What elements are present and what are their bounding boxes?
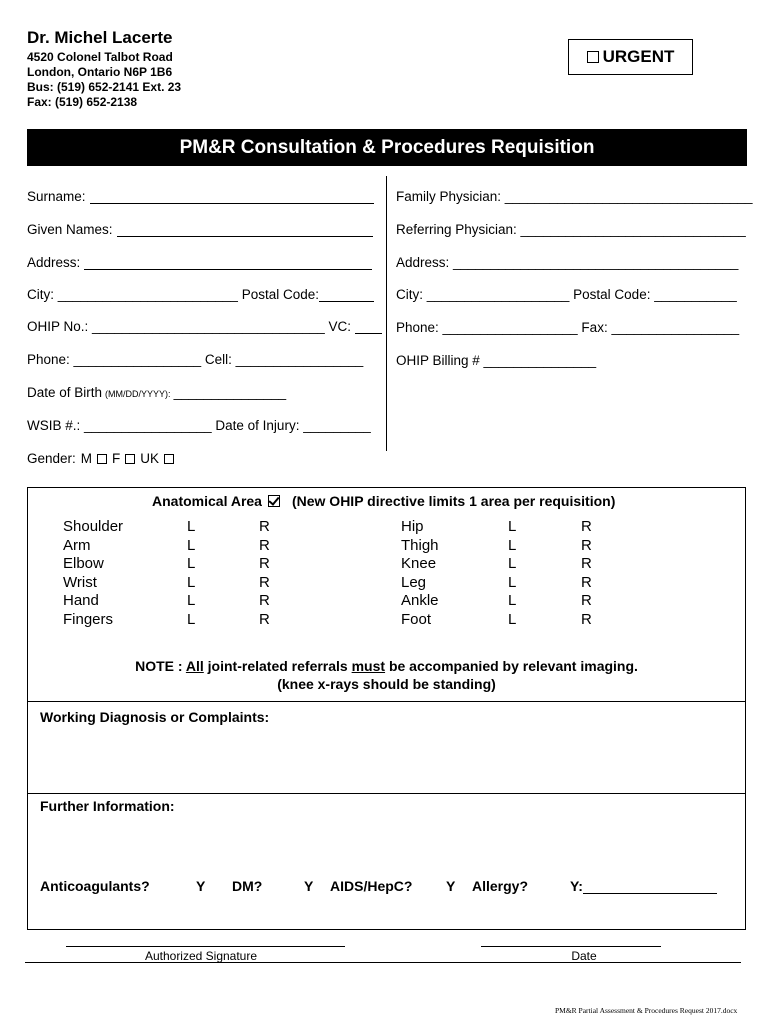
gender-f-label: F: [112, 451, 121, 466]
side-l[interactable]: L: [187, 518, 196, 535]
authorized-signature-caption: Authorized Signature: [144, 949, 258, 963]
family-physician-field[interactable]: Family Physician: _________________________________: [396, 189, 753, 204]
side-l[interactable]: L: [187, 555, 196, 573]
side-l[interactable]: L: [508, 573, 517, 591]
lower-left-side-column: [508, 518, 516, 630]
dob-format: (MM/DD/YYYY):: [105, 389, 171, 399]
side-l[interactable]: L: [187, 536, 196, 554]
further-information-area[interactable]: [40, 818, 740, 868]
surname-line[interactable]: [90, 189, 374, 204]
section-divider: [27, 701, 746, 702]
form-title: PM&R Consultation & Procedures Requisition: [27, 129, 747, 166]
dob-field[interactable]: [27, 385, 286, 400]
anatomical-area-title: [152, 493, 615, 509]
dob-blank[interactable]: _______________: [173, 385, 287, 400]
allergy-yes[interactable]: Y:: [570, 878, 583, 894]
anticoagulants-yes[interactable]: Y: [196, 878, 206, 894]
body-part-elbow[interactable]: Elbow: [63, 555, 104, 573]
aids-hepc-yes[interactable]: Y: [446, 878, 456, 894]
side-l[interactable]: L: [187, 573, 196, 591]
gender-m-checkbox[interactable]: [97, 454, 107, 464]
given-names-line[interactable]: [117, 222, 373, 237]
lower-right-side-column: [581, 518, 592, 630]
given-names-field[interactable]: [27, 222, 373, 237]
working-diagnosis-area[interactable]: [40, 730, 740, 790]
side-l[interactable]: L: [508, 518, 517, 535]
address-label: Address:: [27, 255, 81, 270]
wsib-injury-field[interactable]: WSIB #.: _________________ Date of Injury: _________: [27, 418, 371, 433]
note-all: All: [185, 658, 204, 674]
body-part-hand[interactable]: Hand: [63, 592, 99, 610]
address-line-2: London, Ontario N6P 1B6: [27, 65, 173, 79]
document-footer: PM&R Partial Assessment & Procedures Request 2017.docx: [555, 1006, 738, 1015]
body-part-arm[interactable]: Arm: [63, 536, 91, 554]
body-part-ankle[interactable]: Ankle: [401, 592, 439, 610]
side-r[interactable]: R: [581, 573, 592, 591]
allergy-field[interactable]: [570, 878, 717, 894]
city-postal-field[interactable]: [27, 287, 374, 302]
side-r[interactable]: R: [581, 610, 592, 628]
side-l[interactable]: L: [187, 610, 196, 628]
phone-cell-field[interactable]: Phone: _________________ Cell: _________________: [27, 352, 364, 367]
allergy-label: Allergy?: [472, 878, 529, 894]
surname-field[interactable]: [27, 189, 374, 204]
note-suffix: be accompanied by relevant imaging.: [385, 658, 638, 674]
ohip-billing-field[interactable]: OHIP Billing # _______________: [396, 353, 597, 368]
side-l[interactable]: L: [508, 610, 517, 628]
further-information-label: Further Information:: [40, 798, 175, 814]
body-part-thigh[interactable]: Thigh: [401, 536, 439, 554]
section-divider: [27, 793, 746, 794]
body-part-wrist[interactable]: Wrist: [63, 573, 97, 591]
anticoagulants-label: Anticoagulants?: [40, 878, 150, 894]
ohip-label: OHIP No.: _______________________________ VC:: [27, 319, 352, 334]
urgent-box[interactable]: [568, 39, 693, 75]
vc-line[interactable]: [355, 319, 382, 334]
side-r[interactable]: R: [259, 555, 270, 573]
body-part-knee[interactable]: Knee: [401, 555, 437, 573]
fax-number: Fax: (519) 652-2138: [27, 95, 138, 109]
ohip-directive-text: (New OHIP directive limits 1 area per requisition): [291, 493, 616, 509]
side-r[interactable]: R: [581, 536, 592, 554]
postal-line[interactable]: [319, 287, 374, 302]
gender-label: Gender:: [27, 451, 76, 466]
anatomical-check-icon: [268, 495, 280, 507]
side-r[interactable]: R: [259, 573, 270, 591]
side-r[interactable]: R: [259, 536, 270, 554]
body-part-hip[interactable]: Hip: [401, 518, 424, 535]
imaging-note: [27, 658, 746, 674]
dm-yes[interactable]: Y: [304, 878, 314, 894]
gender-uk-label: UK: [140, 451, 160, 466]
side-r[interactable]: R: [581, 592, 592, 610]
side-r[interactable]: R: [259, 518, 270, 535]
body-part-foot[interactable]: Foot: [401, 610, 432, 628]
anatomical-area-label: Anatomical Area: [152, 493, 262, 509]
physician-city-field[interactable]: City: ___________________ Postal Code: ___________: [396, 287, 737, 302]
gender-uk-checkbox[interactable]: [164, 454, 174, 464]
side-r[interactable]: R: [581, 518, 592, 535]
gender-m-label: M: [80, 451, 93, 466]
side-r[interactable]: R: [581, 555, 592, 573]
column-divider: [386, 176, 387, 451]
gender-f-checkbox[interactable]: [125, 454, 135, 464]
upper-right-side-column: [259, 518, 270, 630]
side-l[interactable]: L: [187, 592, 196, 610]
address-line-1: 4520 Colonel Talbot Road: [27, 50, 173, 64]
ohip-vc-field[interactable]: [27, 319, 382, 334]
side-l[interactable]: L: [508, 555, 517, 573]
address-field[interactable]: [27, 255, 372, 270]
note-mid: joint-related referrals: [203, 658, 352, 674]
upper-left-side-column: [187, 518, 195, 630]
city-label: City: ________________________ Postal Code:: [27, 287, 319, 302]
body-part-fingers[interactable]: Fingers: [63, 610, 114, 628]
side-r[interactable]: R: [259, 610, 270, 628]
address-line[interactable]: [84, 255, 372, 270]
bus-phone: Bus: (519) 652-2141 Ext. 23: [27, 80, 182, 94]
knee-xray-note: (knee x-rays should be standing): [277, 676, 496, 692]
date-line[interactable]: [481, 946, 661, 947]
note-prefix: NOTE :: [135, 658, 186, 674]
date-caption: Date: [571, 949, 597, 963]
referring-physician-field[interactable]: Referring Physician: ______________________________: [396, 222, 746, 237]
dm-label: DM?: [232, 878, 263, 894]
note-must: must: [351, 658, 386, 674]
given-names-label: Given Names:: [27, 222, 113, 237]
lower-body-list: [401, 518, 439, 630]
upper-body-list: [63, 518, 123, 630]
urgent-label: URGENT: [602, 47, 675, 66]
gender-field: [27, 451, 174, 466]
side-r[interactable]: R: [259, 592, 270, 610]
surname-label: Surname:: [27, 189, 86, 204]
body-part-leg[interactable]: Leg: [401, 573, 427, 591]
physician-address-field[interactable]: Address: ______________________________________: [396, 255, 739, 270]
side-l[interactable]: L: [508, 536, 517, 554]
authorized-signature-line[interactable]: [66, 946, 345, 947]
allergy-line[interactable]: [583, 879, 717, 894]
dob-label: Date of Birth: [27, 385, 103, 400]
doctor-name: Dr. Michel Lacerte: [27, 28, 173, 47]
working-diagnosis-label: Working Diagnosis or Complaints:: [40, 709, 270, 725]
body-part-shoulder[interactable]: Shoulder: [63, 518, 124, 535]
urgent-checkbox[interactable]: [587, 51, 599, 63]
physician-phone-fax-field[interactable]: Phone: __________________ Fax: _________________: [396, 320, 740, 335]
aids-hepc-label: AIDS/HepC?: [330, 878, 413, 894]
side-l[interactable]: L: [508, 592, 517, 610]
